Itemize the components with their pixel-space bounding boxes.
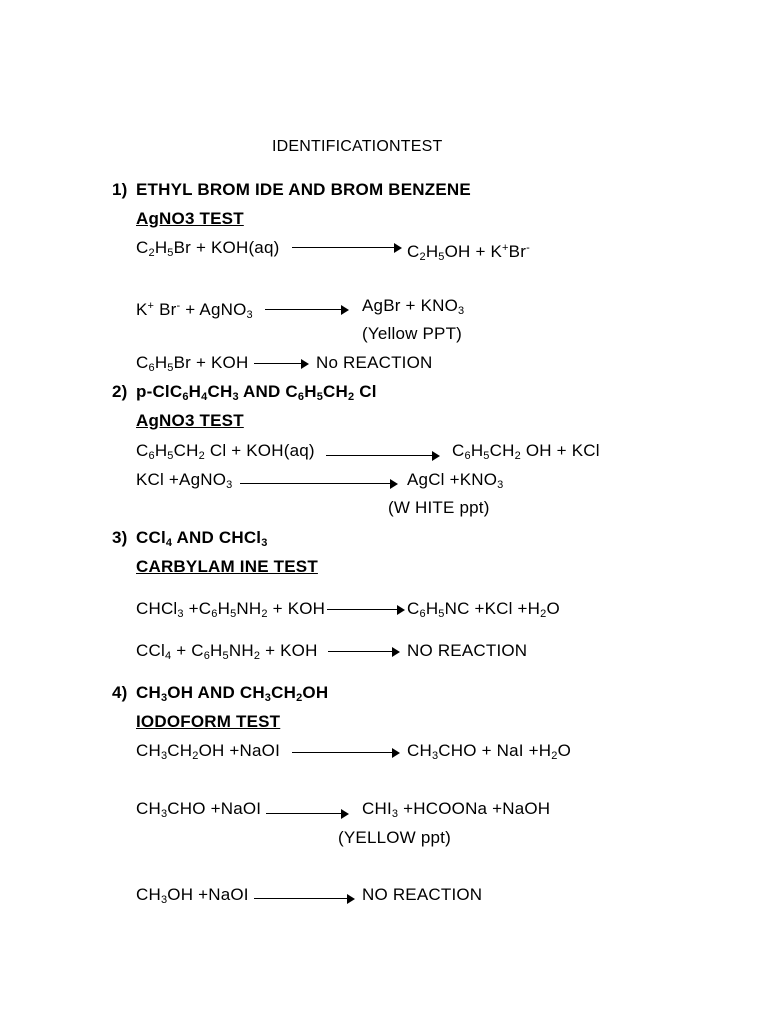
section-3-heading: CCl$_4$ AND CHCl$_3$ <box>136 528 268 549</box>
s1-r1-products: $C_2H_5OH + K^+Br^-$ <box>407 242 530 263</box>
s2-r2-note: (W HITE ppt) <box>388 498 490 517</box>
s2-r2-arrow <box>240 479 398 489</box>
section-2-heading: $p-ClC_6H_4CH_3$ AND $C_6H_5CH_2$ Cl <box>136 382 377 403</box>
s2-r2-products: AgCl $+KNO_3$ <box>407 470 504 491</box>
section-1-test-name: AgNO3 TEST <box>136 209 244 228</box>
s1-r3-reactants: $C_6H_5Br$ + KOH <box>136 353 249 374</box>
section-3-test-name: CARBYLAM INE TEST <box>136 557 318 576</box>
s4-r2-reactants: $CH_3CHO$ +NaOI <box>136 799 262 820</box>
s1-r2-arrow <box>265 305 349 315</box>
s3-r1-products: $C_6H_5NC +KCl +H_2O$ <box>407 599 560 620</box>
s1-r1-arrow <box>292 243 402 253</box>
s4-r1-reactants: $CH_3CH_2OH$ +NaOI <box>136 741 281 762</box>
s1-r2-note: (Yellow PPT) <box>362 324 463 343</box>
s4-r2-products: $CHI_3$ +HCOONa +NaOH <box>362 799 551 820</box>
section-4-number: 4) <box>112 683 128 702</box>
s4-r2-arrow <box>266 809 349 819</box>
s4-r3-products: NO REACTION <box>362 885 483 904</box>
section-4-test-name: IODOFORM TEST <box>136 712 281 731</box>
s3-r1-reactants: CHCl$_3$ $+C_6H_5NH_2$ + KOH <box>136 599 326 620</box>
section-2-number: 2) <box>112 382 128 401</box>
s3-r2-arrow <box>328 647 400 657</box>
s1-r2-reactants: K+ Br- + AgNO$_3$ <box>136 300 253 321</box>
s1-r3-arrow <box>254 359 309 369</box>
s2-r1-arrow <box>326 451 440 461</box>
s4-r3-arrow <box>254 894 355 904</box>
s3-r2-reactants: $CCl_4 + C_6H_5NH_2$ + KOH <box>136 641 318 662</box>
s4-r1-arrow <box>292 748 400 758</box>
s4-r3-reactants: $CH_3OH$ +NaOI <box>136 885 249 906</box>
section-2-test-name: AgNO3 TEST <box>136 411 244 430</box>
page-title: IDENTIFICATIONTEST <box>272 138 443 155</box>
s2-r2-reactants: KCl +AgNO$_3$ <box>136 470 233 491</box>
s2-r1-products: $C_6H_5CH_2$ OH + KCl <box>452 441 600 462</box>
s3-r2-products: NO REACTION <box>407 641 528 660</box>
s4-r2-note: (YELLOW ppt) <box>338 828 451 847</box>
section-1-heading: ETHYL BROM IDE AND BROM BENZENE <box>136 180 471 199</box>
section-3-number: 3) <box>112 528 128 547</box>
s4-r1-products: $CH_3CHO$ + NaI $+H_2O$ <box>407 741 571 762</box>
section-4-heading: $CH_3OH$ AND $CH_3CH_2OH$ <box>136 683 329 704</box>
s2-r1-reactants: $C_6H_5CH_2$ Cl + KOH(aq) <box>136 441 315 462</box>
section-1-number: 1) <box>112 180 128 199</box>
s1-r3-products: No REACTION <box>316 353 433 372</box>
s3-r1-arrow <box>327 605 405 615</box>
s1-r2-products: AgBr + $KNO_3$ <box>362 296 465 317</box>
s1-r1-reactants: $C_2H_5Br + KOH(aq)$ <box>136 238 280 259</box>
